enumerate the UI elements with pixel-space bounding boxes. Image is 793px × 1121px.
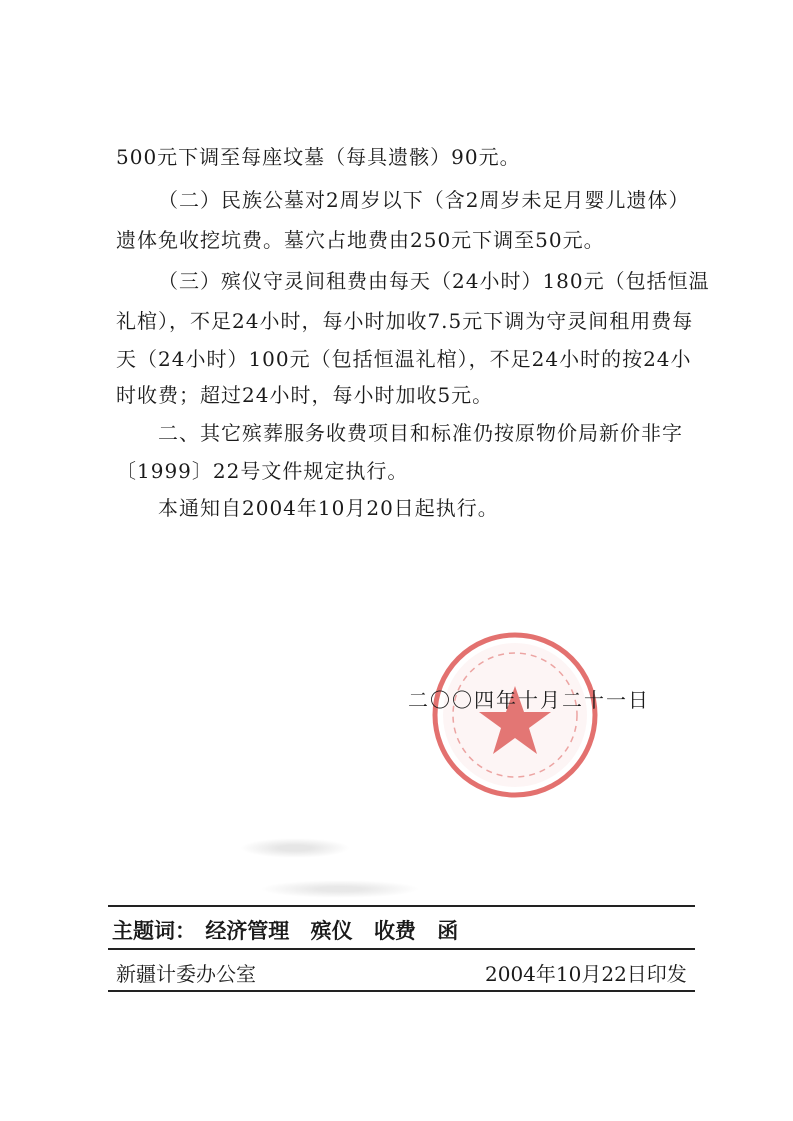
body-line-5: 礼棺），不足24小时，每小时加收7.5元下调为守灵间租用费每 xyxy=(116,309,694,333)
keywords-label: 主题词： xyxy=(112,919,196,943)
signature-date: 二〇〇四年十月二十一日 xyxy=(408,688,650,712)
scan-smudge xyxy=(240,838,350,858)
body-line-9: 〔1999〕22号文件规定执行。 xyxy=(116,459,409,483)
body-line-10: 本通知自2004年10月20日起执行。 xyxy=(158,496,499,520)
body-line-4: （三）殡仪守灵间租费由每天（24小时）180元（包括恒温 xyxy=(158,269,710,293)
keyword-term: 收费 xyxy=(373,919,416,943)
scan-smudge xyxy=(260,880,420,898)
official-seal-stamp xyxy=(430,630,600,800)
subject-keywords xyxy=(112,915,472,945)
footer-top-rule xyxy=(108,948,695,950)
issuer-office: 新疆计委办公室 xyxy=(116,962,256,986)
keywords-top-rule xyxy=(108,905,695,907)
footer-bottom-rule xyxy=(108,990,695,992)
keyword-term: 经济管理 xyxy=(205,919,290,943)
body-line-2: （二）民族公墓对2周岁以下（含2周岁未足月婴儿遗体） xyxy=(158,188,690,212)
issue-date: 2004年10月22日印发 xyxy=(485,962,687,986)
body-line-3: 遗体免收挖坑费。墓穴占地费由250元下调至50元。 xyxy=(116,228,605,252)
keyword-term: 函 xyxy=(437,919,459,943)
body-line-7: 时收费；超过24小时，每小时加收5元。 xyxy=(116,383,494,407)
body-line-8: 二、其它殡葬服务收费项目和标准仍按原物价局新价非字 xyxy=(158,421,683,445)
body-line-1: 500元下调至每座坟墓（每具遗骸）90元。 xyxy=(116,145,521,169)
keyword-term: 殡仪 xyxy=(310,919,353,943)
body-line-6: 天（24小时）100元（包括恒温礼棺），不足24小时的按24小 xyxy=(116,347,692,371)
